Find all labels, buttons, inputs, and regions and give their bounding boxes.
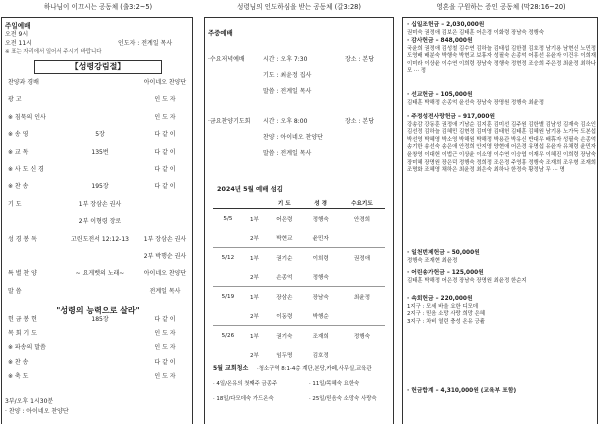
worship-order-row xyxy=(4,182,192,192)
schedule-cell: 임두명 xyxy=(276,352,293,359)
schedule-cell: 5/19 xyxy=(213,287,243,307)
service-time-9: 오전 9시 xyxy=(5,31,29,38)
order-item: 기 도 xyxy=(8,200,22,208)
offering-section xyxy=(407,38,597,76)
worship-order-row xyxy=(4,148,192,158)
schedule-cell xyxy=(339,228,385,248)
schedule-title: 2024년 5월 예배 섬김 xyxy=(217,185,283,193)
offering-heading: · 어린송가헌금 – 125,000원 xyxy=(407,270,484,276)
order-person: 인 도 자 xyxy=(154,330,176,338)
schedule-cell: 권정애 xyxy=(339,248,385,268)
schedule-cell: 김호정 xyxy=(312,352,329,359)
worship-order-row xyxy=(4,165,192,175)
column-offering xyxy=(402,0,600,424)
worship-order-row xyxy=(4,200,192,210)
order-item: 특 별 찬 양 xyxy=(8,270,37,278)
order-person: 다 같 이 xyxy=(154,148,176,156)
afternoon-service-time: 3부/오후 1시30분 xyxy=(5,398,54,405)
schedule-cell: 이희령 xyxy=(303,248,339,268)
offering-donors: 국윤희 권정애 김성철 김수연 김하늘 김태섭 김한결 김호정 남기용 남현신 노민정 도영배 배분숙 박행숙 박현교 보휴자 성필숙 손종억 어흥선 유윤자 이건우 이희재 이미라 이상윤 이수연 이희령 장남숙 정행숙 정현정 조승희 주은정 최윤정 최하나 모 ··· 정 xyxy=(407,45,596,75)
schedule-cell xyxy=(213,345,243,364)
order-item: 찬양과 경배 xyxy=(8,79,39,86)
order-person: 다 같 이 xyxy=(154,358,176,366)
schedule-cell: 정행숙 xyxy=(312,216,329,223)
schedule-row xyxy=(213,326,385,346)
offering-section xyxy=(407,22,597,37)
standing-notice: ※ 표는 자리에서 일어서 주시기 바랍니다 xyxy=(5,49,102,55)
service-time-11: 오전 11시 xyxy=(5,40,32,47)
offering-heading: · 십일조헌금 – 2,030,000원 xyxy=(407,22,485,28)
worship-order-row xyxy=(4,269,192,279)
schedule-cell: 2부 xyxy=(249,235,259,242)
order-person: 1부 장삼손 권사 xyxy=(143,235,187,243)
schedule-cell: 어은령 xyxy=(276,216,293,223)
worship-box xyxy=(1,17,193,424)
schedule-cell: 2부 xyxy=(249,313,259,320)
cleaning-item: · 4일/온유의 첫째주 금종주 xyxy=(213,381,278,387)
column-header: 성령님의 인도하심을 받는 공동체 (갈3:28) xyxy=(237,3,361,11)
schedule-header: 성 경 xyxy=(303,198,339,209)
order-detail: 195장 xyxy=(91,183,109,191)
schedule-cell: 정행숙 xyxy=(339,326,385,346)
column-header: 하나님이 이끄시는 공동체 (출3:2~5) xyxy=(43,3,153,11)
order-detail: 고린도전서 12:12-13 xyxy=(71,235,129,243)
schedule-cell: 5/12 xyxy=(213,248,243,268)
worship-order-row xyxy=(4,329,192,339)
friday-time: 시간 : 오후 8:00 xyxy=(263,118,308,125)
column-weekday xyxy=(204,0,394,424)
order-person: 다 같 이 xyxy=(154,183,176,191)
order-item: ※ 찬 송 xyxy=(8,358,29,366)
order-person: 아이네오 찬양단 xyxy=(143,270,187,278)
offering-section xyxy=(407,296,597,326)
order-detail: 5장 xyxy=(95,131,105,139)
column-worship xyxy=(0,0,196,424)
worship-order-row xyxy=(4,343,192,353)
offering-section xyxy=(407,270,597,285)
schedule-cell: 이동령 xyxy=(276,313,293,320)
schedule-cell xyxy=(339,267,385,287)
worship-order-row xyxy=(4,113,192,123)
worship-order-row xyxy=(4,217,192,227)
weekday-box xyxy=(204,17,394,424)
schedule-cell: 1부 xyxy=(243,326,266,346)
offering-donors: 1지구 : 모세 바울 요한 디모데 2지구 : 믿음 소망 사랑 희망 은혜 3지구 : 차비 열린 충성 온유 긍휼 xyxy=(407,303,486,325)
cleaning-note: ·청소구역 8:1-4층 계단,본당,카페,사무실,교육관 xyxy=(257,366,372,372)
schedule-row xyxy=(213,209,385,229)
schedule-cell: 장남숙 xyxy=(303,287,339,307)
order-detail: ~ 요게벳의 노래~ xyxy=(75,270,125,278)
schedule-cell: 2부 xyxy=(249,274,259,281)
cleaning-label: 5월 교회청소 xyxy=(213,365,249,372)
order-item: ※ 사 도 신 경 xyxy=(8,166,44,173)
cleaning-item: · 11일/목혜숙 요한숙 xyxy=(309,381,360,387)
schedule-cell: 2부 xyxy=(249,352,259,359)
wednesday-sermon: 말씀 : 전계일 목사 xyxy=(263,88,312,95)
schedule-cell: 권기숙 xyxy=(266,326,302,346)
order-person: 인 도 자 xyxy=(154,372,176,380)
schedule-cell: 1부 xyxy=(243,287,266,307)
friday-label: ·금요찬양기도회 xyxy=(208,118,251,125)
order-item: 헌 금 봉 헌 xyxy=(8,316,37,323)
service-leader: 인도자 : 전계일 목사 xyxy=(118,40,173,47)
order-detail: 1부 장삼손 권사 xyxy=(78,200,122,208)
order-detail: 2부 이형령 장로 xyxy=(78,218,122,226)
offering-donors: 김태훈 박해정 어은경 장남숙 장명원 최윤정 한순지 xyxy=(407,277,527,284)
weekday-worship-label: 주중예배 xyxy=(208,29,233,37)
offering-heading: · 감사헌금 – 848,000원 xyxy=(407,38,473,44)
offering-donors: 정행숙 조재현 최윤정 xyxy=(407,257,458,264)
afternoon-praise-team: · 찬양 : 아이네오 찬양단 xyxy=(5,408,69,415)
schedule-cell xyxy=(339,345,385,364)
schedule-cell: 손종억 xyxy=(276,274,293,281)
order-item: 말 씀 xyxy=(8,287,22,295)
offering-donors: 김태훈 박해정 손종억 윤선숙 장남숙 장명원 정행숙 최윤정 xyxy=(407,99,544,106)
order-item: ※ 송 영 xyxy=(8,131,29,139)
order-person: 아이네오 찬양단 xyxy=(143,79,187,86)
schedule-table xyxy=(213,198,385,364)
schedule-cell: 안경희 xyxy=(353,216,371,223)
order-detail: 135번 xyxy=(91,148,109,156)
offering-heading: · 주정성전사랑헌금 – 917,000원 xyxy=(407,114,495,120)
worship-order-row xyxy=(4,358,192,368)
order-item: ※ 파송의 말씀 xyxy=(8,344,46,352)
schedule-header: 기 도 xyxy=(266,198,302,209)
schedule-cell xyxy=(213,228,243,248)
order-item: ※ 찬 송 xyxy=(8,183,29,191)
wednesday-label: ·수요저녁예배 xyxy=(208,56,245,63)
wednesday-prayer: 기도 : 최윤정 집사 xyxy=(263,72,312,79)
worship-order-row xyxy=(4,78,192,88)
offering-box xyxy=(402,17,598,424)
schedule-cell: 1부 xyxy=(249,216,259,223)
offering-heading: · 일천번제헌금 – 50,000원 xyxy=(407,250,480,256)
order-person: 전계일 목사 xyxy=(149,287,181,295)
order-item: 목 회 기 도 xyxy=(8,330,37,338)
schedule-cell: 윤민자 xyxy=(312,235,329,242)
offering-section xyxy=(407,92,597,107)
offering-donors: 권미숙 권정애 김보은 김태훈 어은경 이화령 장남숙 정행숙 xyxy=(407,29,544,36)
schedule-header xyxy=(243,198,266,209)
schedule-cell xyxy=(213,267,243,287)
order-person: 2부 박행순 권사 xyxy=(143,253,187,260)
schedule-cell: 권기순 xyxy=(266,248,302,268)
schedule-cell: 박현교 xyxy=(276,235,293,242)
schedule-cell: 정행숙 xyxy=(312,274,329,281)
schedule-cell xyxy=(339,306,385,326)
schedule-cell: 최윤정 xyxy=(339,287,385,307)
offering-heading: · 속회헌금 – 220,000원 xyxy=(407,296,473,302)
schedule-row xyxy=(213,267,385,287)
friday-praise: 찬양 : 아이네오 찬양단 xyxy=(263,134,323,141)
order-item: 광 고 xyxy=(8,96,22,104)
schedule-cell: 1부 xyxy=(243,248,266,268)
worship-order-row xyxy=(4,252,192,262)
cleaning-item: · 18일/다모데숙 가드온숙 xyxy=(213,396,274,402)
season-title: 【성령강림절】 xyxy=(34,60,162,74)
friday-place: 장소 : 본당 xyxy=(345,118,375,125)
schedule-cell: 박행순 xyxy=(312,313,329,320)
order-person: 다 같 이 xyxy=(154,131,176,139)
schedule-row xyxy=(213,345,385,364)
sunday-worship-label: 주일예배 xyxy=(5,22,31,30)
cleaning-item: · 25일/믿음숙 소망숙 사랑숙 xyxy=(309,396,377,402)
schedule-row xyxy=(213,248,385,268)
order-detail: 185장 xyxy=(91,316,109,323)
schedule-row xyxy=(213,228,385,248)
offering-section xyxy=(407,250,597,265)
order-item: ※ 침묵의 인사 xyxy=(8,113,46,121)
schedule-row xyxy=(213,306,385,326)
offering-section xyxy=(407,114,597,175)
friday-sermon: 말씀 : 전계일 목사 xyxy=(263,150,312,157)
wednesday-time: 시간 : 오후 7:30 xyxy=(263,56,308,63)
worship-order-row xyxy=(4,95,192,105)
order-person: 인 도 자 xyxy=(154,113,176,121)
worship-order-row xyxy=(4,287,192,297)
sermon-title: "성령의 능력으로 살라" xyxy=(56,306,140,315)
order-item: 성 경 봉 독 xyxy=(8,235,37,243)
schedule-cell: 5/5 xyxy=(223,215,233,222)
offering-heading: · 헌금합계 – 4,310,000원 (교육부 포함) xyxy=(407,388,517,394)
schedule-cell: 장삼손 xyxy=(266,287,302,307)
schedule-cell: 5/26 xyxy=(213,326,243,346)
order-item: ※ 교 독 xyxy=(8,148,29,156)
schedule-cell xyxy=(213,306,243,326)
schedule-cell: 조재희 xyxy=(303,326,339,346)
order-person: 다 같 이 xyxy=(154,316,176,323)
worship-order-row xyxy=(4,235,192,245)
column-header: 영혼을 구원하는 증인 공동체 (막28:16~20) xyxy=(436,3,566,11)
worship-order-row xyxy=(4,372,192,382)
worship-order-row xyxy=(4,130,192,140)
order-person: 다 같 이 xyxy=(154,166,176,173)
schedule-row xyxy=(213,287,385,307)
schedule-header: 수요기도 xyxy=(339,198,385,209)
schedule-header xyxy=(213,198,243,209)
wednesday-place: 장소 : 본당 xyxy=(345,56,375,63)
order-person: 인 도 자 xyxy=(154,344,176,352)
order-person: 인 도 자 xyxy=(154,96,176,104)
offering-section xyxy=(407,388,597,396)
order-item: ※ 축 도 xyxy=(8,372,29,380)
offering-heading: · 선교헌금 – 105,000원 xyxy=(407,92,473,98)
worship-order-row xyxy=(4,315,192,325)
offering-donors: 강송감 강동훈 권정애 기남순 김지훈 김미선 김주원 김한별 김남성 김재숙 김소인 김선정 김하늘 김혜민 김현정 김미영 김태헌 김태훈 김혜원 남기용 노가득 도본섭 박선영 박혜영 박소영 박해원 박해정 박용관 박유신 반대우 배휴자 성필숙 손종억 송기한 송선숙 송은애 안정희 안지영 양현애 어은경 유명섭 유윤자 유채령 윤민자 윤창영 이대헌 이법근 이상윤 이소영 이수연 이승엽 이재우 이혜진 이희령 장남숙 장미혜 장명원 장은덕 정행숙 정희정 조은정 주영흥 정행숙 조재희 조우형 조재희 조명화 조혜영 채하은 최윤정 최은숙 최하나 한정숙 황정남 무 ··· 명 xyxy=(407,121,596,174)
